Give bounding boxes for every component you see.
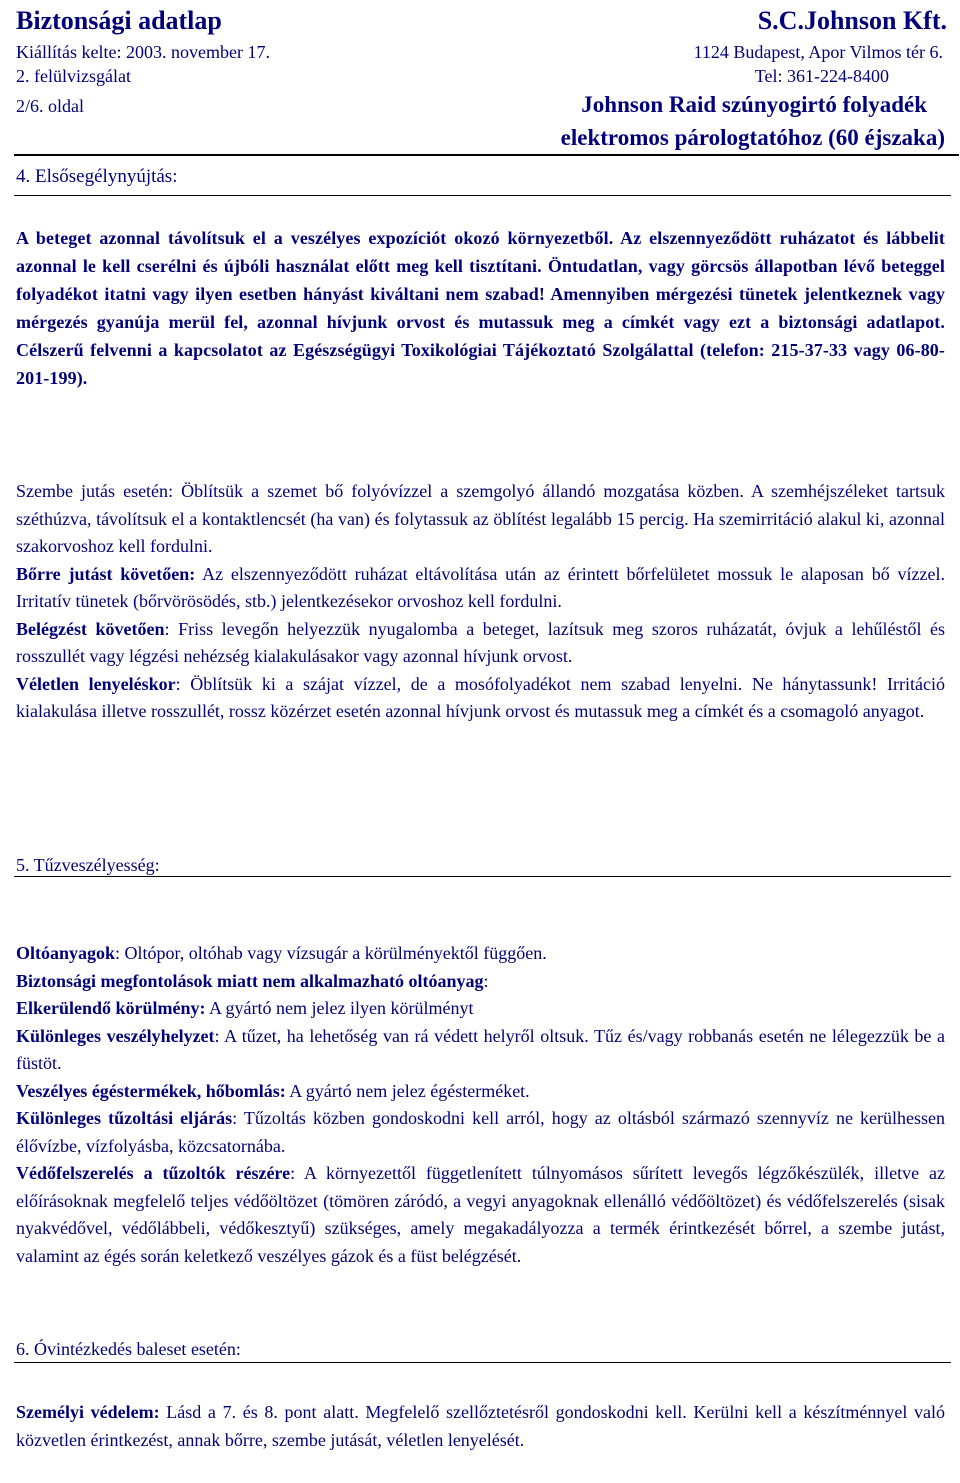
section4-measures — [16, 478, 945, 726]
s5-label: Különleges veszélyhelyzet — [16, 1025, 215, 1046]
combustion-products — [16, 1078, 945, 1106]
special-hazards — [16, 1023, 945, 1078]
section4-title: 4. Elsősegélynyújtás: — [16, 166, 178, 187]
section6-title: 6. Óvintézkedés baleset esetén: — [16, 1339, 241, 1359]
section4-intro: A beteget azonnal távolítsuk el a veszélyes expozíciót okozó környezetből. Az elszennyeződött ruházatot és lábbelit azonnal le kell cserélni és újbóli használat előtt meg kell tisztítani. Öntudatlan, vagy görcsös állapotban lévő beteggel folyadékot itatni vagy ilyen esetben hányást kiváltani nem szabad! Amennyiben mérgezési tünetek jelentkeznek vagy mérgezés gyanúja merül fel, azonnal hívjunk orvost és mutassuk meg a címkét vagy ezt a biztonsági adatlapot. Célszerű felvenni a kapcsolatot az Egészségügyi Toxikológiai Tájékoztató Szolgálattal (telefon: 215-37-33 vagy 06-80-201-199). — [16, 228, 945, 388]
document-page — [14, 0, 947, 1450]
page-number: 2/6. oldal — [16, 96, 84, 116]
product-name-line1: Johnson Raid szúnyogirtó folyadék — [581, 92, 927, 117]
doc-type: Biztonsági adatlap — [16, 6, 222, 35]
section5-list — [16, 940, 945, 1270]
inhalation-text: : Friss levegőn helyezzük nyugalomba a beteget, lazítsuk meg szoros ruházatát, óvjuk a lehűléstől és rosszullét vagy légzési nehézség kialakulásakor vagy azonnal hívjunk orvost. — [16, 618, 945, 666]
skin-contact-text: Az elszennyeződött ruházat eltávolítása után az érintett bőrfelületet mossuk le alaposan bő vízzel. Irritatív tünetek (bőrvörösödés, stb.) jelentkezésekor orvoshoz kell fordulni. — [16, 563, 946, 611]
s5-label: Elkerülendő körülmény: — [16, 998, 206, 1018]
s5-text: : A környezettől függetlenített túlnyomásos sűrített levegős légzőkészülék, illetve az előírásoknak megfelelő teljes védőöltözet (tömören záródó, a vegyi anyagoknak ellenálló védőöltözet) és védőfelszerelés (sisak nyakvédővel, védőlábbeli, védőkesztyű) szükséges, amely megakadályozza a termék érintkezését bőrrel, a szembe jutást, valamint az égés során keletkező veszélyes gázok és a füst belégzését. — [16, 1163, 945, 1266]
section6-divider — [14, 1362, 951, 1363]
ingestion-paragraph — [16, 671, 945, 726]
section4-divider — [14, 195, 951, 196]
eye-contact-label: Szembe jutás esetén — [16, 481, 169, 501]
inhalation-paragraph — [16, 616, 945, 671]
company-phone: Tel: 361-224-8400 — [754, 66, 889, 86]
revision: 2. felülvizsgálat — [16, 66, 131, 86]
section6-body — [16, 1399, 945, 1454]
s5-text: A gyártó nem jelez égésterméket. — [285, 1080, 530, 1101]
s5-text: : Oltópor, oltóhab vagy vízsugár a körülményektől függően. — [115, 943, 547, 963]
header-divider — [14, 154, 959, 156]
issue-date: Kiállítás kelte: 2003. november 17. — [16, 42, 270, 62]
unsuitable-media — [16, 968, 945, 996]
s5-label: Biztonsági megfontolások miatt nem alkalmazható oltóanyag — [16, 970, 484, 991]
company-name: S.C.Johnson Kft. — [757, 6, 947, 35]
skin-contact-label: Bőrre jutást követően: — [16, 563, 196, 584]
section5-title: 5. Tűzveszélyesség: — [16, 855, 160, 875]
s5-text: : — [483, 970, 489, 991]
firefighter-equipment — [16, 1160, 945, 1270]
document-header — [14, 0, 947, 160]
personal-protection — [16, 1399, 945, 1454]
s5-text: : A tűzet, ha lehetőség van rá védett helyről oltsuk. Tűz és/vagy robbanás esetén ne lélegezzük be a füstöt. — [16, 1025, 945, 1073]
s5-label: Veszélyes égéstermékek, hőbomlás: — [16, 1080, 286, 1101]
product-name-line2: elektromos párologtatóhoz (60 éjszaka) — [560, 125, 945, 150]
inhalation-label: Belégzést követően — [16, 618, 165, 639]
s5-label: Védőfelszerelés a tűzoltók részére — [16, 1163, 291, 1183]
s5-label: Oltóanyagok — [16, 943, 116, 963]
company-address: 1124 Budapest, Apor Vilmos tér 6. — [693, 42, 943, 62]
eye-contact-paragraph — [16, 478, 945, 561]
ingestion-label: Véletlen lenyeléskor — [16, 673, 176, 694]
conditions-to-avoid — [16, 995, 945, 1023]
s5-text: A gyártó nem jelez ilyen körülményt — [205, 998, 474, 1018]
eye-contact-text: : Öblítsük a szemet bő folyóvízzel a szemgolyó állandó mozgatása közben. A szemhéjszéleket tartsuk széthúzva, távolítsuk el a kontaktlencsét (ha van) és folytassuk az öblítést legalább 15 percig. Ha szemirritáció alakul ki, azonnal szakorvoshoz kell fordulni. — [16, 481, 946, 556]
s5-text: : Tűzoltás közben gondoskodni kell arról, hogy az oltásból származó szennyvíz ne kerülhessen élővízbe, vízfolyásba, közcsatornába. — [16, 1108, 946, 1156]
firefighting-procedure — [16, 1105, 945, 1160]
extinguishing-media — [16, 940, 945, 968]
section5-divider — [14, 876, 951, 877]
ingestion-text: : Öblítsük ki a szájat vízzel, de a mosófolyadékot nem szabad lenyelni. Ne hánytassunk! Irritáció kialakulása illetve rosszullét, rossz közérzet esetén azonnal hívjunk orvost és mutassuk meg a címkét és a csomagoló anyagot. — [16, 673, 945, 721]
s5-label: Különleges tűzoltási eljárás — [16, 1108, 233, 1128]
personal-protection-text: Lásd a 7. és 8. pont alatt. Megfelelő szellőztetésről gondoskodni kell. Kerülni kell a készítménnyel való közvetlen érintkezést, annak bőrre, szembe jutását, véletlen lenyelését. — [16, 1402, 945, 1450]
skin-contact-paragraph — [16, 561, 945, 616]
personal-protection-label: Személyi védelem: — [16, 1402, 160, 1422]
